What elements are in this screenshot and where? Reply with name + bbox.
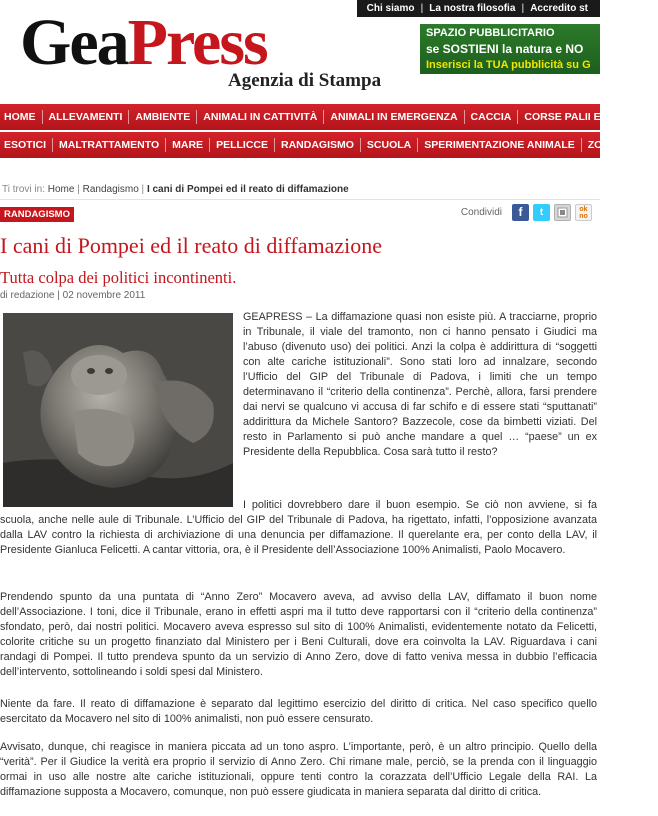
breadcrumb-divider: [0, 199, 600, 200]
banner-line-3: Inserisci la TUA pubblicità su G: [426, 59, 591, 71]
breadcrumb-category[interactable]: Randagismo: [82, 184, 139, 195]
nav-item-caccia[interactable]: CACCIA: [465, 110, 519, 124]
logo-press: Press: [127, 6, 267, 79]
nav-item-animali-in-cattivita[interactable]: ANIMALI IN CATTIVITÀ: [197, 110, 324, 124]
nav-item-pellicce[interactable]: PELLICCE: [210, 138, 275, 152]
nav-item-zoomafia[interactable]: ZOOMAFIA: [582, 138, 651, 152]
article-paragraph-3: Prendendo spunto da una puntata di “Anno Zero” Mocavero aveva, ad avviso della LAV, diffamato il buon nome dell’Associazione. I toni, dice il Tribunale, erano in effetti aspri ma il tutto deve rapportarsi con il “criterio della continenza” sfondato, però, dai nostri politici. Mocavero aveva espresso sul sito di 100% Animalisti, evidentemente notato da Felicetti, colorite critiche su un progetto finanziato dal Ministero per i Beni Culturali, dove era coinvolta la LAV. Riguardava i cani randagi di Pompei. Il tutto prendeva spunto da un servizio di Anno Zero, dove di fatto veniva messa in dubbio l’efficacia dell’intervento, sottolineando i soldi spesi dal Ministero.: [0, 591, 597, 678]
logo-tagline: Agenzia di Stampa: [228, 70, 382, 91]
plaster-cast-dog-image: [3, 313, 233, 507]
ad-banner[interactable]: [420, 24, 600, 74]
breadcrumb-home[interactable]: Home: [47, 184, 75, 195]
breadcrumb-current: I cani di Pompei ed il reato di diffamazione: [146, 184, 349, 195]
nav-item-corse-palii[interactable]: CORSE PALII E GIOSTRE: [518, 110, 657, 124]
nav-item-home[interactable]: HOME: [0, 110, 43, 124]
site-header: [0, 0, 600, 100]
share-generic-glyph: [557, 207, 568, 218]
facebook-icon[interactable]: f: [512, 204, 529, 221]
article-byline: di redazione | 02 novembre 2011: [0, 290, 146, 301]
article-paragraph-4: Niente da fare. Il reato di diffamazione è separato dal legittimo esercizio del diritto di critica. Nel caso specifico quello esercitato da Mocavero nel sito di 100% animalisti, non può essere censurato.: [0, 698, 597, 725]
article-paragraph-2-text: I politici dovrebbero dare il buon esempio. Se ciò non avviene, si fa scuola, anche nelle aule di Tribunale. L’Ufficio del GIP del Tribunale di Padova, ha rigettato, infatti, l’opposizione avanzata dalla LAV contro la richiesta di archiviazione di una denuncia per diffamazione. Il querelante era, per conto della LAV, il Presidente Gianluca Felicetti. A cantar vittoria, ora, è il Presidente dell’Associazione 100% Animalisti, Paolo Mocavero.: [0, 499, 597, 556]
article-paragraph-1: GEAPRESS – La diffamazione quasi non esiste più. A tracciarne, proprio in Tribunale, il viale del tramonto, non ci hanno pensato i Giudici ma l’abuso (divenuto uso) dei politici. Anzi la colpa è addirittura di “soggetti con alte cariche istituzionali”. Sono stati loro ad innalzare, secondo l’Ufficio del GIP del Tribunale di Padova, i limiti che un tempo determinavano il “criterio della continenza”. Perchè, allora, farsi prendere dai nervi se qualcuno vi accusa di far schifo e di essere stati “sputtanati” addirittura da Michele Santoro? Bazzecole, cose da bimbetti viziati. Del resto in Parlamento si può anche mandare a quel … “paese” un ex Presidente della Repubblica. Cosa sarà tutto il resto?: [243, 311, 597, 458]
nav-item-randagismo[interactable]: RANDAGISMO: [275, 138, 361, 152]
article-paragraph-2: [0, 498, 597, 558]
top-links-bar: [357, 0, 600, 17]
share-generic-icon[interactable]: [554, 204, 571, 221]
breadcrumb: [2, 184, 349, 195]
share-bar: [461, 204, 592, 221]
article-subtitle: Tutta colpa dei politici incontinenti.: [0, 268, 237, 287]
top-link-separator: |: [420, 3, 424, 14]
banner-line-1: SPAZIO PUBBLICITARIO: [426, 27, 555, 39]
nav-item-ambiente[interactable]: AMBIENTE: [129, 110, 197, 124]
oknotizie-ok: ok: [579, 205, 588, 213]
share-label: Condividi: [460, 207, 502, 218]
oknotizie-icon[interactable]: [575, 204, 592, 221]
category-badge[interactable]: RANDAGISMO: [0, 207, 74, 222]
twitter-icon[interactable]: t: [533, 204, 550, 221]
nav-item-sperimentazione[interactable]: SPERIMENTAZIONE ANIMALE: [418, 138, 582, 152]
banner-line-2: se SOSTIENI la natura e NO: [426, 42, 584, 56]
article-photo: [3, 313, 233, 507]
nav-item-scuola[interactable]: SCUOLA: [361, 138, 418, 152]
nav-item-esotici[interactable]: ESOTICI: [0, 138, 53, 152]
article-title: I cani di Pompei ed il reato di diffamazione: [0, 233, 383, 258]
nav-item-maltrattamento[interactable]: MALTRATTAMENTO: [53, 138, 166, 152]
secondary-nav: [0, 132, 644, 158]
nav-item-animali-in-emergenza[interactable]: ANIMALI IN EMERGENZA: [324, 110, 464, 124]
breadcrumb-separator: |: [77, 184, 80, 195]
top-link-accredito[interactable]: Accredito st: [530, 3, 588, 14]
site-logo[interactable]: [20, 6, 267, 79]
breadcrumb-separator: |: [141, 184, 145, 195]
oknotizie-no: no: [579, 212, 588, 220]
logo-gea: Gea: [20, 6, 128, 79]
top-link-separator: |: [521, 3, 525, 14]
top-link-chi-siamo[interactable]: Chi siamo: [366, 3, 415, 14]
top-link-filosofia[interactable]: La nostra filosofia: [429, 3, 516, 14]
nav-item-mare[interactable]: MARE: [166, 138, 210, 152]
nav-item-allevamenti[interactable]: ALLEVAMENTI: [43, 110, 130, 124]
primary-nav: [0, 104, 651, 130]
article-paragraph-5: Avvisato, dunque, chi reagisce in maniera piccata ad un tono aspro. L’importante, però, è un altro principio. Quello della “verità”. Per il Giudice la verità era proprio il servizio di Anno Zero. Chi rimane male, perciò, se la prenda con il linguaggio ormai in uso alle nostre alte cariche istituzionali, oppure tenti contro la corazzata dell’Ufficio Legale della RAI. La diffamazione supposta a Mocavero, comunque, non può essere giudicata in maniera separata dal diritto di critica.: [0, 741, 597, 798]
breadcrumb-prefix: Ti trovi in:: [2, 184, 45, 195]
